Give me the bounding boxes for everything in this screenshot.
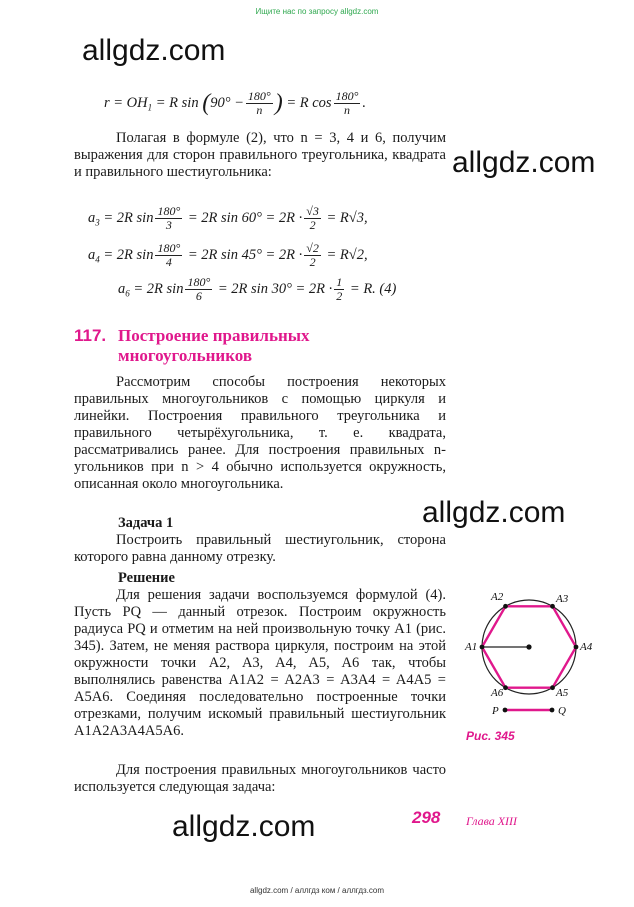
watermark: allgdz.com xyxy=(422,496,566,529)
chapter-label: Глава XIII xyxy=(466,814,518,828)
watermark: allgdz.com xyxy=(82,34,226,67)
equation-a6: $a_6 = 2R$ sin $\frac{180^\circ}{6}$ = 2R sin 30° = 2R · $\frac{1}{2}$ = R. (4) xyxy=(118,275,397,303)
solution-heading: Решение xyxy=(118,570,175,586)
paragraph-intro: Полагая в формуле (2), что n = 3, 4 и 6, получим выражения для сторон правильного треугольника, квадрата и правильного шестиугольника: xyxy=(74,130,446,180)
label-q: Q xyxy=(558,705,566,717)
solution-text: Для решения задачи воспользуемся формулой (4). Пусть PQ — данный отрезок. Построим окружность радиуса PQ и отметим на ней произвольную точку A1 (рис. 345). Затем, не меняя раствора циркуля, построим на этой окружности точки A2, A3, A4, A5, A6 так, чтобы выполнялись равенства A1A2 = A2A3 = A3A4 = A4A5 = A5A6. Соединяя последовательно построенные точки отрезками, получим искомый правильный шестиугольник A1A2A3A4A5A6. xyxy=(74,587,446,739)
label-p: P xyxy=(492,705,499,717)
formula-r: $r = OH_1 = R$ sin (90° − $\frac{180^\circ}{n}$ ) = R cos $\frac{180^\circ}{n}$ . xyxy=(104,89,367,117)
label-a3: A3 xyxy=(556,593,569,605)
equation-a4: $a_4 = 2R$ sin $\frac{180^\circ}{4}$ = 2R sin 45° = 2R · $\frac{√2}{2}$ = R√2, xyxy=(88,241,368,269)
watermark: allgdz.com xyxy=(452,146,596,179)
point-p xyxy=(503,708,508,713)
paragraph-final: Для построения правильных многоугольников часто используется следующая задача: xyxy=(74,762,446,795)
watermark: allgdz.com xyxy=(172,810,316,843)
label-a2: A2 xyxy=(491,591,504,603)
footer: allgdz.com / аллгдз ком / аллгдз.com xyxy=(249,886,385,895)
equation-a3: $a_3 = 2R$ sin $\frac{180^\circ}{3}$ = 2R sin 60° = 2R · $\frac{√3}{2}$ = R√3, xyxy=(88,204,368,232)
figure-caption: Рис. 345 xyxy=(466,729,515,743)
figure-hexagon xyxy=(460,586,600,722)
paragraph-methods: Рассмотрим способы построения некоторых правильных многоугольников с помощью циркуля и линейки. Построения правильного треугольника и правильного четырёхугольника, т. е. квадрата, рассматривались ранее. Для построения правильных n-угольников при n > 4 обычно используется окружность, описанная около многоугольника. xyxy=(74,374,446,492)
top-note: Ищите нас по запросу allgdz.com xyxy=(255,7,379,16)
task-text: Построить правильный шестиугольник, сторона которого равна данному отрезку. xyxy=(74,532,446,565)
point-a4 xyxy=(574,645,579,650)
point-a5 xyxy=(550,685,555,690)
task-heading: Задача 1 xyxy=(118,515,174,531)
label-a1: A1 xyxy=(465,641,478,653)
point-a3 xyxy=(550,604,555,609)
section-number: 117. xyxy=(74,326,107,345)
label-a5: A5 xyxy=(556,687,569,699)
page-number: 298 xyxy=(412,808,441,827)
point-a1 xyxy=(480,645,485,650)
label-a6: A6 xyxy=(491,687,504,699)
section-title: Построение правильных многоугольников xyxy=(118,326,310,365)
center-point xyxy=(526,644,531,649)
point-a6 xyxy=(503,685,508,690)
point-a2 xyxy=(503,604,508,609)
label-a4: A4 xyxy=(580,641,593,653)
point-q xyxy=(550,708,555,713)
